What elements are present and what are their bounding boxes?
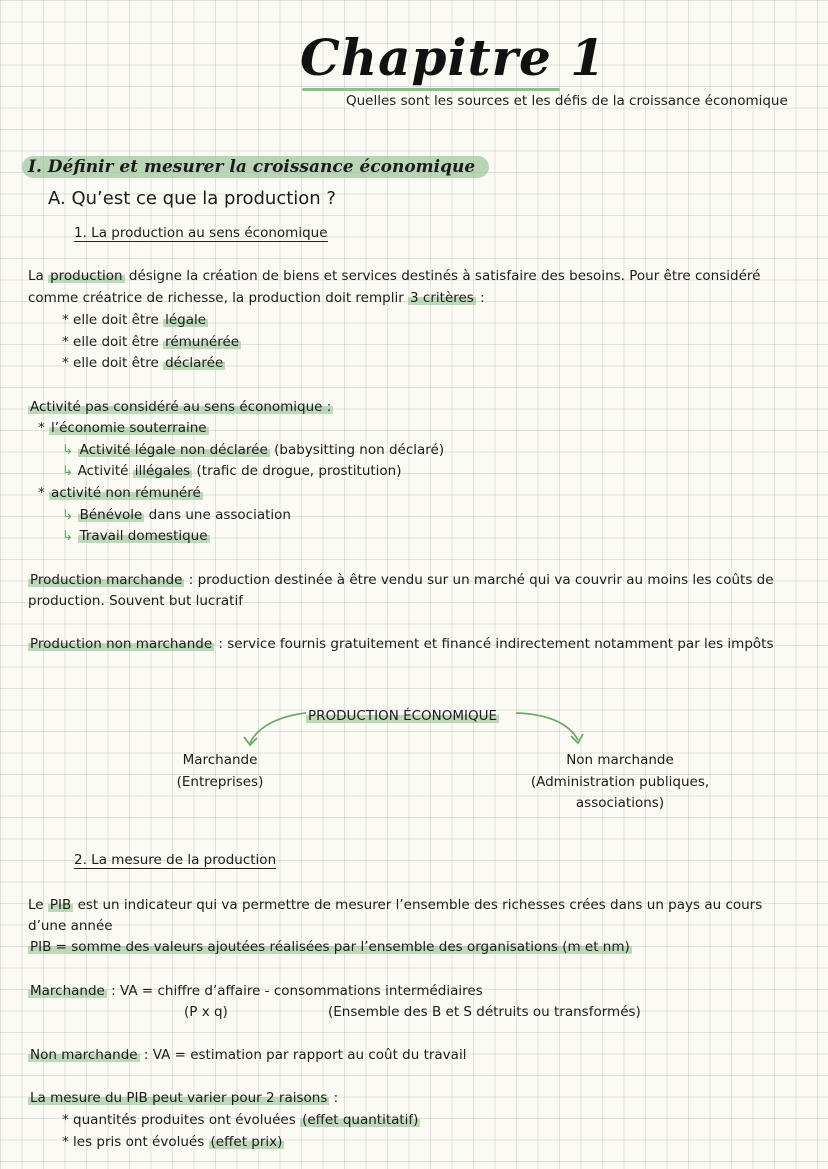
text: quantités produites ont évoluées [73,1112,301,1128]
text: dans une association [144,507,291,523]
highlight: l’économie souterraine [51,420,207,436]
arrow-right [516,713,578,740]
highlight: Activité légale non déclarée [79,442,268,458]
marchande-term: Marchande [30,983,105,999]
subsection-1-title: 1. La production au sens économique [74,225,328,241]
chapter-title: Chapitre 1 [300,28,606,87]
highlight: légale [165,312,207,328]
highlight: PRODUCTION ÉCONOMIQUE [308,708,498,724]
diagram-left-node [150,750,290,793]
text: : VA = estimation par rapport au coût du travail [139,1047,467,1063]
text: : service fournis gratuitement et financé indirectement notamment par les impôts [214,636,774,652]
bullet-star-icon: * [62,334,74,350]
marchande-term: Production marchande [30,572,183,588]
bullet-star-icon: * [38,420,50,436]
bullet-star-icon: * [62,355,74,371]
text: Marchande [182,752,258,768]
bullet-star-icon: * [62,1134,74,1150]
highlight: rémunérée [165,334,240,350]
text: Le [28,897,48,913]
section-title: I. Définir et mesurer la croissance économique [22,156,489,178]
pib-definition-line-2: d’une année [28,918,113,934]
text: les pris ont évolués [73,1134,209,1150]
list-item [62,1110,420,1132]
chapter-subtitle: Quelles sont les sources et les défis de la croissance économique [346,93,788,109]
text: Non marchande [566,752,674,768]
subsection-a-title: A. Qu’est ce que la production ? [48,188,336,209]
marchande-definition-line-2: production. Souvent but lucratif [28,593,243,609]
text: (Administration publiques, [530,773,710,790]
highlight: Activité pas considéré au sens économique : [30,399,332,415]
pib-variation-title [28,1088,338,1110]
pib-formula [28,937,632,959]
text: est un indicateur qui va permettre de mesurer l’ensemble des richesses crées dans un pays au cours [73,897,763,913]
pq-note: (P x q) [184,1004,228,1020]
pib-definition-line-1 [28,895,762,917]
text: : VA = chiffre d’affaire - consommations intermédiaires [106,983,483,999]
text: associations) [575,795,665,811]
text: : [475,290,485,306]
text: La [28,268,49,284]
subsection-2-title: 2. La mesure de la production [74,852,277,868]
text: (Entreprises) [176,773,264,790]
return-arrow-icon: ↳ [62,463,78,479]
highlight: (effet prix) [210,1134,283,1150]
return-arrow-icon: ↳ [62,528,78,544]
diagram-right-node [510,750,730,815]
criteria-term: 3 critères [410,290,474,306]
arrow-left [250,713,306,743]
bullet-star-icon: * [62,312,74,328]
text: elle doit être [73,312,164,328]
highlight: Bénévole [79,507,143,523]
text: comme créatrice de richesse, la production doit remplir [28,290,409,306]
highlight: activité non rémunéré [51,485,201,501]
text: elle doit être [73,355,164,371]
ci-note: (Ensemble des B et S détruits ou transformés) [328,1004,641,1020]
diagram-center-label [306,706,499,728]
text: : [329,1090,339,1106]
return-arrow-icon: ↳ [62,442,78,458]
text: (babysitting non déclaré) [269,442,445,458]
highlight: illégales [134,463,191,479]
text: : production destinée à être vendu sur un marché qui va couvrir au moins les coûts de [184,572,774,588]
highlight: Travail domestique [79,528,208,544]
marchande-va [28,981,483,1003]
non-marchande-term: Non marchande [30,1047,138,1063]
pib-term: PIB [49,897,72,913]
non-marchande-term: Production non marchande [30,636,213,652]
bullet-star-icon: * [62,1112,74,1128]
text: elle doit être [73,334,164,350]
text: désigne la création de biens et services destinés à satisfaire des besoins. Pour être considéré [124,268,761,284]
non-marchande-va [28,1045,466,1067]
production-term: production [50,268,123,284]
return-arrow-icon: ↳ [62,507,78,523]
highlight: PIB = somme des valeurs ajoutées réalisées par l’ensemble des organisations (m et nm) [30,939,630,955]
list-item [62,1132,284,1154]
bullet-star-icon: * [38,485,50,501]
highlight: La mesure du PIB peut varier pour 2 raisons [30,1090,328,1106]
highlight: (effet quantitatif) [302,1112,419,1128]
text: Activité [77,463,133,479]
highlight: déclarée [165,355,224,371]
text: (trafic de drogue, prostitution) [192,463,402,479]
